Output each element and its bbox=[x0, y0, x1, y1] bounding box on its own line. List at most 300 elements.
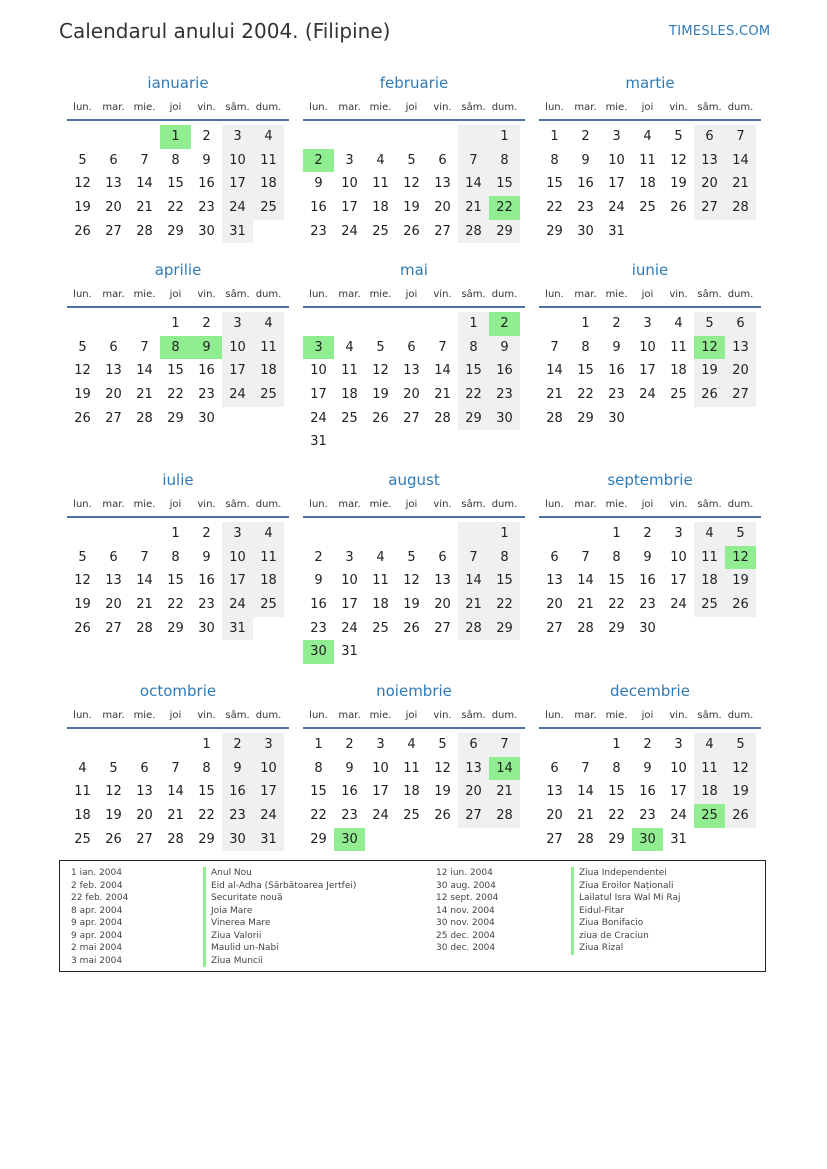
empty-cell bbox=[396, 522, 427, 546]
day-cell: 25 bbox=[639, 200, 656, 216]
day-cell: 25 bbox=[694, 593, 725, 617]
day-cell: 7 bbox=[725, 125, 756, 149]
weekday-label: joi bbox=[169, 499, 182, 510]
day-cell: 27 bbox=[725, 383, 756, 407]
day-cell: 24 bbox=[341, 223, 358, 239]
legend-date: 30 nov. 2004 bbox=[436, 918, 495, 928]
day-cell: 21 bbox=[489, 780, 520, 804]
day-cell: 13 bbox=[105, 363, 122, 379]
day-cell: 25 bbox=[253, 593, 284, 617]
weekday-label: joi bbox=[405, 499, 418, 510]
month-name: decembrie bbox=[610, 682, 690, 700]
day-cell: 29 bbox=[458, 407, 489, 431]
day-cell: 5 bbox=[725, 733, 756, 757]
day-cell: 24 bbox=[670, 808, 687, 824]
day-cell: 20 bbox=[105, 387, 122, 403]
legend-date: 30 dec. 2004 bbox=[436, 943, 496, 953]
day-cell: 29 bbox=[546, 223, 563, 239]
legend-date: 8 apr. 2004 bbox=[71, 905, 123, 916]
day-cell: 10 bbox=[341, 176, 358, 192]
day-cell: 17 bbox=[608, 176, 625, 192]
day-cell: 28 bbox=[577, 831, 594, 847]
empty-cell bbox=[458, 522, 489, 546]
day-cell: 21 bbox=[546, 387, 563, 403]
weekday-label: mie. bbox=[133, 102, 156, 113]
day-cell: 13 bbox=[136, 784, 153, 800]
month-name: mai bbox=[400, 261, 428, 279]
day-cell: 2 bbox=[643, 737, 652, 752]
weekday-label: dum. bbox=[491, 710, 518, 721]
weekday-header bbox=[67, 288, 289, 308]
day-cell: 28 bbox=[434, 410, 451, 426]
day-cell: 19 bbox=[694, 359, 725, 383]
day-cell: 1 bbox=[489, 522, 520, 546]
day-cell: 28 bbox=[136, 410, 153, 426]
empty-cell bbox=[458, 125, 489, 149]
month-martie bbox=[539, 74, 761, 243]
day-cell: 27 bbox=[434, 620, 451, 636]
day-cell: 1 bbox=[171, 526, 180, 541]
day-cell: 31 bbox=[341, 644, 358, 660]
day-cell: 14 bbox=[167, 784, 184, 800]
day-cell: 30 bbox=[577, 223, 594, 239]
day-cell: 25 bbox=[341, 410, 358, 426]
day-cell: 26 bbox=[372, 410, 389, 426]
day-cell: 10 bbox=[310, 363, 327, 379]
day-grid bbox=[67, 125, 289, 243]
day-cell: 18 bbox=[670, 363, 687, 379]
day-cell: 14 bbox=[136, 363, 153, 379]
day-cell: 9 bbox=[314, 176, 323, 192]
day-cell: 26 bbox=[74, 223, 91, 239]
day-cell: 27 bbox=[546, 620, 563, 636]
day-cell: 3 bbox=[674, 737, 683, 752]
day-cell: 8 bbox=[458, 336, 489, 360]
holiday-day: 12 bbox=[725, 546, 756, 570]
day-cell: 13 bbox=[105, 573, 122, 589]
day-cell: 2 bbox=[202, 129, 211, 144]
weekday-label: dum. bbox=[727, 499, 754, 510]
day-cell: 28 bbox=[136, 620, 153, 636]
day-cell: 30 bbox=[608, 410, 625, 426]
day-cell: 30 bbox=[489, 407, 520, 431]
day-cell: 24 bbox=[341, 620, 358, 636]
legend-holiday-name: Ziua Bonifacio bbox=[571, 917, 680, 930]
weekday-label: vin. bbox=[669, 710, 688, 721]
weekday-label: vin. bbox=[433, 289, 452, 300]
day-cell: 20 bbox=[434, 200, 451, 216]
weekday-label: mie. bbox=[605, 499, 628, 510]
day-cell: 7 bbox=[458, 546, 489, 570]
empty-cell bbox=[365, 312, 396, 336]
day-cell: 22 bbox=[167, 200, 184, 216]
weekday-label: sâm. bbox=[461, 499, 486, 510]
holiday-day: 8 bbox=[160, 336, 191, 360]
empty-cell bbox=[365, 522, 396, 546]
legend-holiday-name: Anul Nou bbox=[203, 867, 356, 880]
holiday-day: 2 bbox=[489, 312, 520, 336]
weekday-label: joi bbox=[405, 102, 418, 113]
empty-cell bbox=[129, 312, 160, 336]
weekday-header bbox=[303, 498, 525, 518]
day-cell: 15 bbox=[310, 784, 327, 800]
weekday-label: mie. bbox=[605, 102, 628, 113]
day-cell: 27 bbox=[694, 196, 725, 220]
empty-cell bbox=[539, 522, 570, 546]
day-cell: 26 bbox=[74, 620, 91, 636]
day-cell: 23 bbox=[608, 387, 625, 403]
day-cell: 13 bbox=[403, 363, 420, 379]
empty-cell bbox=[129, 125, 160, 149]
legend-holiday-name: Ziua Muncii bbox=[203, 955, 356, 968]
weekday-label: lun. bbox=[545, 289, 564, 300]
month-ianuarie bbox=[67, 74, 289, 243]
day-cell: 13 bbox=[725, 336, 756, 360]
day-cell: 6 bbox=[109, 549, 118, 565]
day-cell: 10 bbox=[222, 546, 253, 570]
holiday-day: 30 bbox=[303, 640, 334, 664]
day-cell: 10 bbox=[608, 152, 625, 168]
day-cell: 5 bbox=[78, 549, 87, 565]
day-cell: 10 bbox=[222, 149, 253, 173]
day-cell: 14 bbox=[458, 172, 489, 196]
day-cell: 15 bbox=[198, 784, 215, 800]
weekday-label: lun. bbox=[309, 710, 328, 721]
day-cell: 28 bbox=[458, 220, 489, 244]
weekday-label: sâm. bbox=[697, 289, 722, 300]
day-cell: 4 bbox=[376, 152, 385, 168]
day-cell: 31 bbox=[222, 617, 253, 641]
day-cell: 19 bbox=[74, 597, 91, 613]
day-cell: 5 bbox=[109, 760, 118, 776]
month-noiembrie bbox=[303, 682, 525, 851]
weekday-label: mie. bbox=[369, 499, 392, 510]
day-cell: 6 bbox=[438, 549, 447, 565]
empty-cell bbox=[570, 733, 601, 757]
day-cell: 5 bbox=[725, 522, 756, 546]
month-name: noiembrie bbox=[376, 682, 452, 700]
weekday-label: mar. bbox=[338, 102, 361, 113]
day-cell: 21 bbox=[434, 387, 451, 403]
day-cell: 15 bbox=[489, 569, 520, 593]
legend-dates-right bbox=[436, 867, 498, 955]
day-cell: 1 bbox=[581, 316, 590, 331]
day-cell: 9 bbox=[612, 339, 621, 355]
day-cell: 11 bbox=[694, 757, 725, 781]
empty-cell bbox=[303, 522, 334, 546]
legend-holiday-name: Eid al-Adha (Sărbătoarea Jertfei) bbox=[203, 880, 356, 893]
day-cell: 8 bbox=[171, 152, 180, 168]
day-cell: 17 bbox=[341, 200, 358, 216]
legend-names-left bbox=[203, 867, 356, 967]
day-cell: 5 bbox=[438, 737, 447, 752]
day-cell: 19 bbox=[403, 200, 420, 216]
day-cell: 15 bbox=[167, 573, 184, 589]
empty-cell bbox=[427, 312, 458, 336]
weekday-label: mie. bbox=[369, 710, 392, 721]
weekday-label: lun. bbox=[73, 710, 92, 721]
day-cell: 24 bbox=[608, 200, 625, 216]
day-cell: 19 bbox=[74, 387, 91, 403]
month-iunie bbox=[539, 261, 761, 430]
day-cell: 8 bbox=[171, 549, 180, 565]
day-cell: 21 bbox=[577, 808, 594, 824]
weekday-label: dum. bbox=[727, 102, 754, 113]
day-cell: 26 bbox=[105, 831, 122, 847]
day-cell: 24 bbox=[222, 196, 253, 220]
day-cell: 19 bbox=[403, 597, 420, 613]
day-cell: 27 bbox=[458, 804, 489, 828]
day-cell: 6 bbox=[725, 312, 756, 336]
empty-cell bbox=[539, 733, 570, 757]
day-cell: 13 bbox=[546, 573, 563, 589]
day-cell: 9 bbox=[202, 152, 211, 168]
weekday-label: vin. bbox=[669, 289, 688, 300]
day-cell: 26 bbox=[434, 808, 451, 824]
day-cell: 24 bbox=[253, 804, 284, 828]
day-cell: 29 bbox=[489, 617, 520, 641]
day-cell: 5 bbox=[407, 152, 416, 168]
legend-dates-left bbox=[71, 867, 128, 967]
weekday-label: mar. bbox=[338, 710, 361, 721]
day-cell: 16 bbox=[198, 176, 215, 192]
month-aprilie bbox=[67, 261, 289, 430]
weekday-label: vin. bbox=[669, 102, 688, 113]
day-cell: 29 bbox=[577, 410, 594, 426]
day-cell: 25 bbox=[372, 223, 389, 239]
weekday-label: dum. bbox=[491, 499, 518, 510]
day-cell: 16 bbox=[341, 784, 358, 800]
day-cell: 29 bbox=[310, 831, 327, 847]
day-cell: 2 bbox=[314, 549, 323, 565]
day-cell: 11 bbox=[639, 152, 656, 168]
day-cell: 13 bbox=[434, 573, 451, 589]
day-cell: 13 bbox=[105, 176, 122, 192]
weekday-label: joi bbox=[405, 710, 418, 721]
day-cell: 31 bbox=[670, 831, 687, 847]
day-cell: 26 bbox=[694, 383, 725, 407]
day-cell: 22 bbox=[608, 597, 625, 613]
day-cell: 7 bbox=[140, 339, 149, 355]
day-cell: 26 bbox=[725, 593, 756, 617]
day-cell: 16 bbox=[577, 176, 594, 192]
day-cell: 15 bbox=[608, 784, 625, 800]
day-cell: 14 bbox=[577, 784, 594, 800]
weekday-label: mar. bbox=[574, 710, 597, 721]
day-cell: 9 bbox=[643, 760, 652, 776]
day-cell: 16 bbox=[489, 359, 520, 383]
day-cell: 8 bbox=[314, 760, 323, 776]
empty-cell bbox=[396, 312, 427, 336]
day-cell: 19 bbox=[725, 569, 756, 593]
weekday-label: joi bbox=[169, 710, 182, 721]
legend-date: 9 apr. 2004 bbox=[71, 918, 123, 928]
month-name: aprilie bbox=[154, 261, 202, 279]
holiday-legend bbox=[59, 860, 766, 972]
day-cell: 18 bbox=[694, 569, 725, 593]
weekday-label: mar. bbox=[102, 102, 125, 113]
day-cell: 22 bbox=[577, 387, 594, 403]
day-cell: 23 bbox=[310, 620, 327, 636]
weekday-label: lun. bbox=[545, 710, 564, 721]
day-cell: 10 bbox=[670, 549, 687, 565]
empty-cell bbox=[129, 733, 160, 757]
weekday-header bbox=[67, 709, 289, 729]
empty-cell bbox=[67, 522, 98, 546]
day-cell: 5 bbox=[674, 129, 683, 144]
holiday-day: 30 bbox=[334, 828, 365, 852]
legend-holiday-name: Joia Mare bbox=[203, 905, 356, 918]
day-cell: 18 bbox=[694, 780, 725, 804]
site-link[interactable]: TIMESLES.COM bbox=[669, 24, 771, 39]
day-cell: 25 bbox=[253, 383, 284, 407]
day-cell: 18 bbox=[253, 359, 284, 383]
weekday-label: dum. bbox=[255, 710, 282, 721]
day-cell: 2 bbox=[222, 733, 253, 757]
day-cell: 6 bbox=[438, 152, 447, 168]
day-cell: 24 bbox=[670, 597, 687, 613]
weekday-label: mie. bbox=[369, 289, 392, 300]
day-cell: 11 bbox=[403, 760, 420, 776]
weekday-header bbox=[539, 288, 761, 308]
day-cell: 16 bbox=[198, 573, 215, 589]
day-cell: 12 bbox=[74, 573, 91, 589]
empty-cell bbox=[334, 312, 365, 336]
day-cell: 12 bbox=[105, 784, 122, 800]
empty-cell bbox=[160, 733, 191, 757]
day-cell: 26 bbox=[670, 200, 687, 216]
day-cell: 12 bbox=[670, 152, 687, 168]
holiday-day: 2 bbox=[303, 149, 334, 173]
day-cell: 3 bbox=[345, 152, 354, 168]
day-cell: 20 bbox=[458, 780, 489, 804]
day-cell: 19 bbox=[434, 784, 451, 800]
day-cell: 14 bbox=[458, 569, 489, 593]
day-cell: 3 bbox=[376, 737, 385, 752]
day-cell: 10 bbox=[222, 336, 253, 360]
day-cell: 18 bbox=[253, 172, 284, 196]
day-cell: 22 bbox=[458, 383, 489, 407]
day-cell: 21 bbox=[725, 172, 756, 196]
legend-date: 2 feb. 2004 bbox=[71, 880, 123, 891]
day-cell: 29 bbox=[167, 620, 184, 636]
weekday-label: mar. bbox=[574, 102, 597, 113]
legend-date: 2 mai 2004 bbox=[71, 943, 123, 953]
day-cell: 6 bbox=[550, 760, 559, 776]
month-octombrie bbox=[67, 682, 289, 851]
legend-holiday-name: Securitate nouă bbox=[203, 892, 356, 905]
day-cell: 11 bbox=[372, 176, 389, 192]
day-cell: 2 bbox=[202, 316, 211, 331]
day-cell: 11 bbox=[253, 546, 284, 570]
day-cell: 9 bbox=[314, 573, 323, 589]
day-grid bbox=[539, 125, 761, 243]
empty-cell bbox=[365, 125, 396, 149]
day-cell: 2 bbox=[345, 737, 354, 752]
weekday-label: dum. bbox=[255, 499, 282, 510]
day-cell: 17 bbox=[222, 569, 253, 593]
day-cell: 12 bbox=[74, 363, 91, 379]
day-cell: 1 bbox=[612, 737, 621, 752]
day-cell: 31 bbox=[222, 220, 253, 244]
day-cell: 27 bbox=[546, 831, 563, 847]
day-grid bbox=[303, 522, 525, 664]
day-cell: 21 bbox=[136, 597, 153, 613]
day-cell: 3 bbox=[222, 312, 253, 336]
weekday-label: vin. bbox=[433, 710, 452, 721]
legend-date: 12 sept. 2004 bbox=[436, 893, 499, 903]
day-cell: 7 bbox=[438, 339, 447, 355]
day-cell: 26 bbox=[74, 410, 91, 426]
weekday-label: joi bbox=[641, 499, 654, 510]
legend-holiday-name: Maulid un-Nabi bbox=[203, 942, 356, 955]
day-cell: 23 bbox=[310, 223, 327, 239]
empty-cell bbox=[98, 522, 129, 546]
weekday-label: vin. bbox=[197, 289, 216, 300]
day-cell: 1 bbox=[171, 316, 180, 331]
day-cell: 15 bbox=[489, 172, 520, 196]
weekday-header bbox=[539, 709, 761, 729]
day-cell: 22 bbox=[167, 387, 184, 403]
empty-cell bbox=[539, 312, 570, 336]
weekday-label: vin. bbox=[197, 102, 216, 113]
day-cell: 27 bbox=[105, 410, 122, 426]
day-cell: 16 bbox=[639, 784, 656, 800]
weekday-label: dum. bbox=[255, 289, 282, 300]
day-cell: 31 bbox=[253, 828, 284, 852]
day-cell: 28 bbox=[458, 617, 489, 641]
day-cell: 3 bbox=[222, 522, 253, 546]
day-cell: 13 bbox=[434, 176, 451, 192]
day-grid bbox=[67, 522, 289, 640]
day-cell: 23 bbox=[341, 808, 358, 824]
weekday-label: sâm. bbox=[461, 710, 486, 721]
day-cell: 13 bbox=[546, 784, 563, 800]
day-cell: 17 bbox=[670, 573, 687, 589]
empty-cell bbox=[396, 125, 427, 149]
holiday-day: 25 bbox=[694, 804, 725, 828]
day-cell: 5 bbox=[407, 549, 416, 565]
day-cell: 7 bbox=[458, 149, 489, 173]
empty-cell bbox=[67, 312, 98, 336]
day-cell: 10 bbox=[639, 339, 656, 355]
day-cell: 7 bbox=[140, 152, 149, 168]
weekday-label: vin. bbox=[433, 499, 452, 510]
day-cell: 11 bbox=[253, 149, 284, 173]
day-cell: 23 bbox=[198, 200, 215, 216]
weekday-header bbox=[67, 101, 289, 121]
day-cell: 8 bbox=[489, 149, 520, 173]
legend-date: 1 ian. 2004 bbox=[71, 868, 122, 878]
day-grid bbox=[539, 522, 761, 640]
day-cell: 12 bbox=[372, 363, 389, 379]
legend-holiday-name: Ziua Valorii bbox=[203, 930, 356, 943]
weekday-label: vin. bbox=[433, 102, 452, 113]
weekday-label: dum. bbox=[255, 102, 282, 113]
day-grid bbox=[67, 733, 289, 851]
day-cell: 11 bbox=[372, 573, 389, 589]
day-cell: 3 bbox=[612, 129, 621, 144]
day-cell: 26 bbox=[403, 620, 420, 636]
day-cell: 19 bbox=[372, 387, 389, 403]
day-cell: 24 bbox=[639, 387, 656, 403]
weekday-label: vin. bbox=[197, 710, 216, 721]
day-cell: 29 bbox=[489, 220, 520, 244]
day-cell: 1 bbox=[612, 526, 621, 541]
day-cell: 20 bbox=[105, 597, 122, 613]
day-cell: 12 bbox=[434, 760, 451, 776]
weekday-label: sâm. bbox=[697, 710, 722, 721]
